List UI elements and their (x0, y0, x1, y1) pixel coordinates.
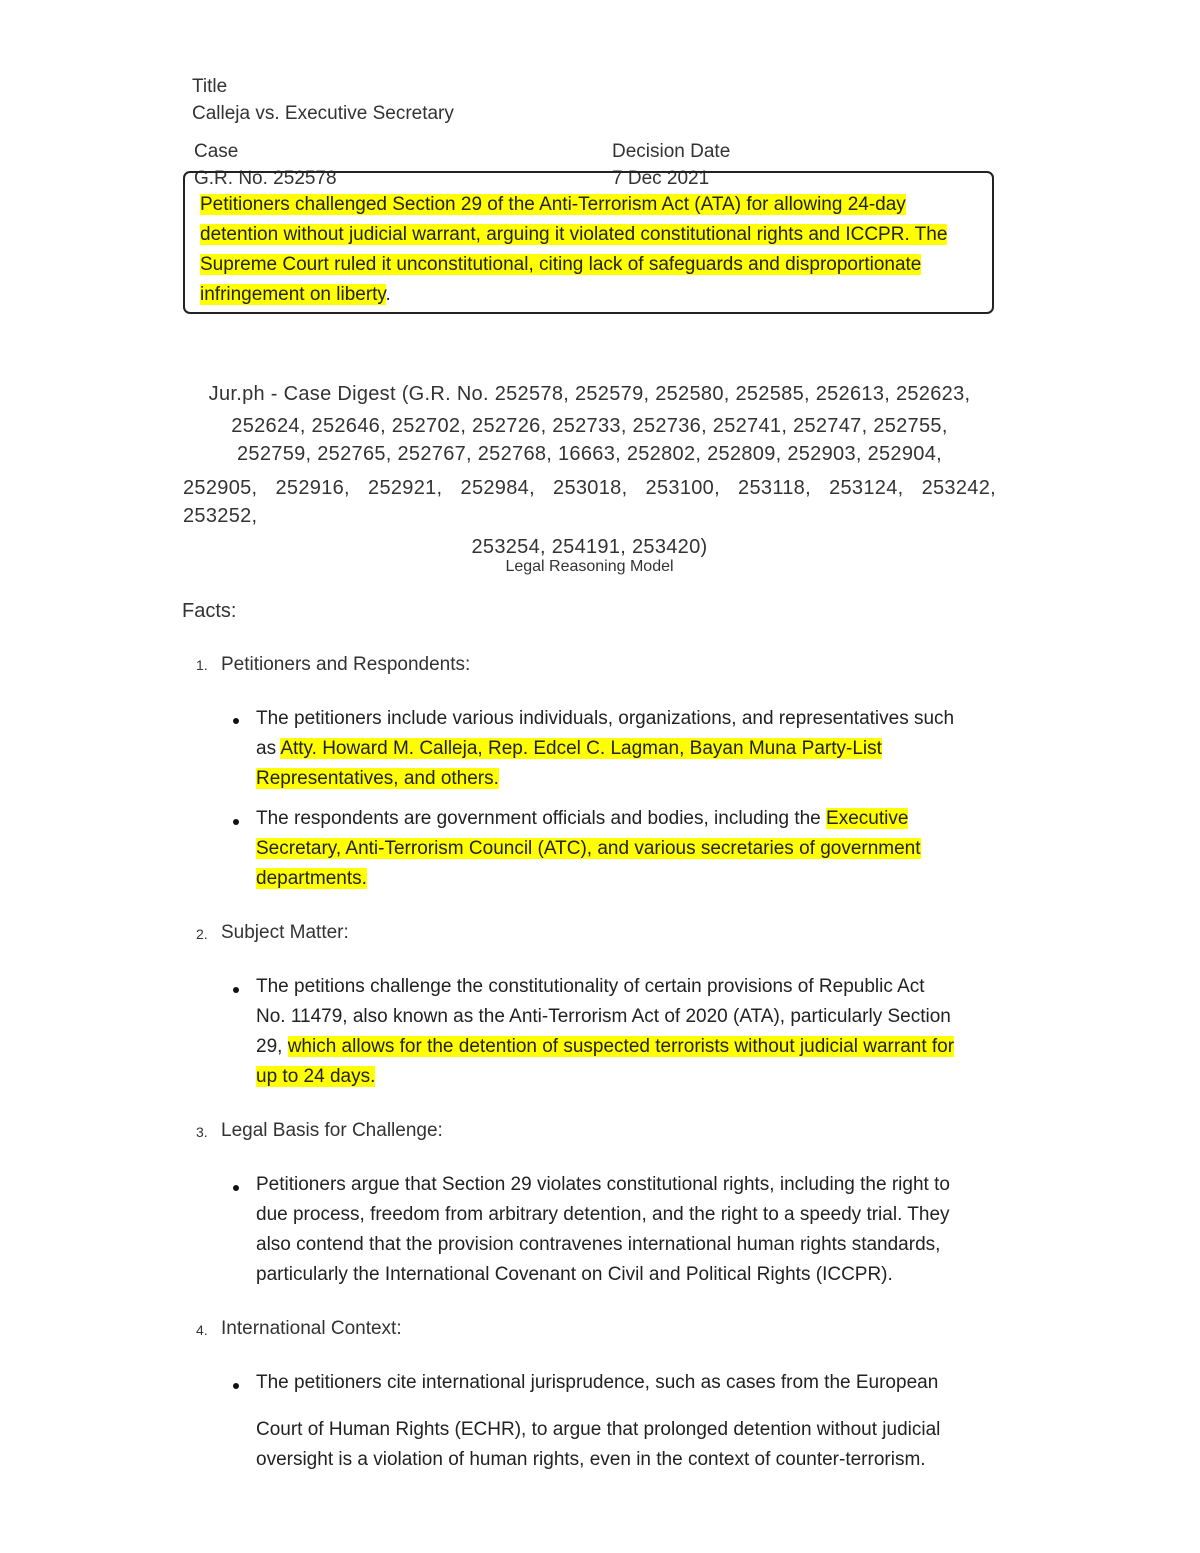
case-label: Case (194, 141, 239, 162)
bullet-line: The petitions challenge the constitutionality of certain provisions of Republic Act (256, 976, 925, 997)
section-title: International Context: (221, 1318, 402, 1339)
list-item (256, 704, 986, 794)
digest-line: 253254, 254191, 253420) (471, 536, 708, 558)
bullet-icon (233, 1185, 239, 1191)
summary-line: detention without judicial warrant, arguing it violated constitutional rights and ICCPR. The (200, 224, 948, 245)
bullet-line: Petitioners argue that Section 29 violates constitutional rights, including the right to (256, 1174, 950, 1195)
highlighted-text: Atty. Howard M. Calleja, Rep. Edcel C. Lagman, Bayan Muna Party-List (280, 738, 882, 759)
facts-heading: Facts: (182, 600, 237, 622)
digest-line: 252759, 252765, 252767, 252768, 16663, 252802, 252809, 252903, 252904, (237, 443, 942, 465)
section-number: 1. (196, 657, 208, 673)
bullet-line: also contend that the provision contravenes international human rights standards, (256, 1234, 941, 1255)
bullet-line: The petitioners cite international jurisprudence, such as cases from the European (256, 1372, 939, 1393)
digest-heading (183, 380, 996, 561)
bullet-line-pre: 29, (256, 1036, 288, 1057)
section-number: 3. (196, 1124, 208, 1140)
list-item (256, 1170, 991, 1290)
bullet-line: particularly the International Covenant on Civil and Political Rights (ICCPR). (256, 1264, 893, 1285)
bullet-icon (233, 1383, 239, 1389)
decision-date: 7 Dec 2021 (612, 168, 710, 189)
title-label: Title (192, 76, 228, 97)
list-item (256, 1368, 991, 1475)
highlighted-text: Representatives, and others. (256, 768, 499, 789)
bullet-icon (233, 987, 239, 993)
summary-line: infringement on liberty (200, 284, 386, 305)
decision-date-label: Decision Date (612, 141, 731, 162)
bullet-icon (233, 718, 239, 724)
summary-line: Petitioners challenged Section 29 of the Anti-Terrorism Act (ATA) for allowing 24-day (200, 194, 906, 215)
section-number: 2. (196, 926, 208, 942)
digest-line: Jur.ph - Case Digest (G.R. No. 252578, 252579, 252580, 252585, 252613, 252623, (208, 383, 971, 405)
highlighted-text: which allows for the detention of suspected terrorists without judicial warrant for (287, 1036, 955, 1057)
summary-period: . (385, 284, 391, 305)
section-title: Subject Matter: (221, 922, 349, 943)
bullet-line: The petitioners include various individuals, organizations, and representatives such (256, 708, 955, 729)
highlighted-text: up to 24 days. (256, 1066, 376, 1087)
section-number: 4. (196, 1322, 208, 1338)
bullet-line: No. 11479, also known as the Anti-Terrorism Act of 2020 (ATA), particularly Section (256, 1006, 951, 1027)
bullet-line: due process, freedom from arbitrary detention, and the right to a speedy trial. They (256, 1204, 950, 1225)
digest-line: 253252, (183, 505, 258, 527)
highlighted-text: Executive (826, 808, 909, 829)
bullet-line-pre: as (256, 738, 281, 759)
list-item (256, 804, 986, 894)
summary-text (200, 190, 990, 310)
bullet-line: Court of Human Rights (ECHR), to argue that prolonged detention without judicial (256, 1419, 941, 1440)
model-label: Legal Reasoning Model (505, 558, 674, 575)
list-item (256, 972, 991, 1092)
section-title: Petitioners and Respondents: (221, 654, 471, 675)
highlighted-text: departments. (256, 868, 367, 889)
bullet-icon (233, 819, 239, 825)
highlighted-text: Secretary, Anti-Terrorism Council (ATC), and various secretaries of government (256, 838, 921, 859)
bullet-line: oversight is a violation of human rights, even in the context of counter-terrorism. (256, 1449, 926, 1470)
bullet-line-pre: The respondents are government officials and bodies, including the (256, 808, 827, 829)
summary-line: Supreme Court ruled it unconstitutional, citing lack of safeguards and disproportionate (200, 254, 922, 275)
digest-line: 252624, 252646, 252702, 252726, 252733, 252736, 252741, 252747, 252755, (231, 415, 948, 437)
case-title: Calleja vs. Executive Secretary (192, 103, 454, 124)
section-title: Legal Basis for Challenge: (221, 1120, 443, 1141)
digest-line: 252905, 252916, 252921, 252984, 253018, 253100, 253118, 253124, 253242, (183, 477, 996, 499)
case-number: G.R. No. 252578 (194, 168, 337, 189)
